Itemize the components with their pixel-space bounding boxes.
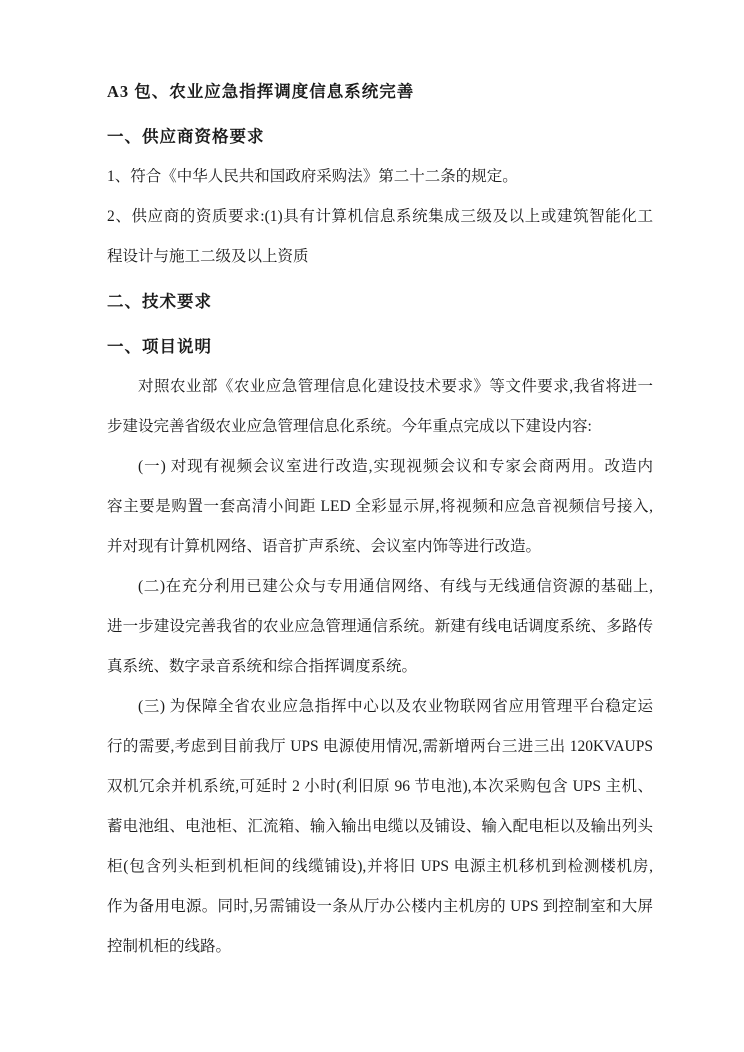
text-line: 对照农业部《农业应急管理信息化建设技术要求》等文件要求,我省将进一 — [138, 378, 653, 395]
text-line: 行的需要,考虑到目前我厅 UPS 电源使用情况,需新增两台三进三出 120KVAUPS — [107, 738, 653, 755]
text-line: 程设计与施工二级及以上资质 — [107, 248, 309, 265]
document-body — [107, 72, 653, 967]
text-line: (三) 为保障全省农业应急指挥中心以及农业物联网省应用管理平台稳定运 — [138, 698, 653, 715]
section-heading-project-description — [107, 327, 653, 367]
text-line: 蓄电池组、电池柜、汇流箱、输入输出电缆以及铺设、输入配电柜以及输出列头 — [107, 818, 653, 835]
text-line: A3 包、农业应急指挥调度信息系统完善 — [107, 82, 415, 101]
text-line: 2、供应商的资质要求:(1)具有计算机信息系统集成三级及以上或建筑智能化工 — [107, 208, 653, 225]
text-line: 一、项目说明 — [107, 337, 212, 356]
paragraph-content-2 — [107, 567, 653, 687]
section-heading-technical-requirements — [107, 282, 653, 322]
section-heading-supplier-qualifications — [107, 117, 653, 157]
text-line: 双机冗余并机系统,可延时 2 小时(利旧原 96 节电池),本次采购包含 UPS 主机、 — [107, 778, 653, 795]
text-line: 一、供应商资格要求 — [107, 127, 265, 146]
text-line: 控制机柜的线路。 — [107, 938, 232, 955]
paragraph-content-3 — [107, 687, 653, 967]
text-line: 容主要是购置一套高清小间距 LED 全彩显示屏,将视频和应急音视频信号接入, — [107, 498, 653, 515]
document-title — [107, 72, 653, 112]
text-line: 柜(包含列头柜到机柜间的线缆铺设),并将旧 UPS 电源主机移机到检测楼机房, — [107, 858, 653, 875]
text-line: 步建设完善省级农业应急管理信息化系统。今年重点完成以下建设内容: — [107, 418, 592, 435]
text-line: 并对现有计算机网络、语音扩声系统、会议室内饰等进行改造。 — [107, 538, 542, 555]
paragraph-intro — [107, 367, 653, 447]
paragraph-content-1 — [107, 447, 653, 567]
paragraph-item-1 — [107, 157, 653, 197]
text-line: 真系统、数字录音系统和综合指挥调度系统。 — [107, 658, 418, 675]
text-line: 1、符合《中华人民共和国政府采购法》第二十二条的规定。 — [107, 168, 518, 185]
text-line: 进一步建设完善我省的农业应急管理通信系统。新建有线电话调度系统、多路传 — [107, 618, 653, 635]
text-line: (一) 对现有视频会议室进行改造,实现视频会议和专家会商两用。改造内 — [138, 458, 653, 475]
text-line: 二、技术要求 — [107, 292, 212, 311]
text-line: 作为备用电源。同时,另需铺设一条从厅办公楼内主机房的 UPS 到控制室和大屏 — [107, 898, 653, 915]
text-line: (二)在充分利用已建公众与专用通信网络、有线与无线通信资源的基础上, — [138, 578, 653, 595]
paragraph-item-2 — [107, 197, 653, 277]
